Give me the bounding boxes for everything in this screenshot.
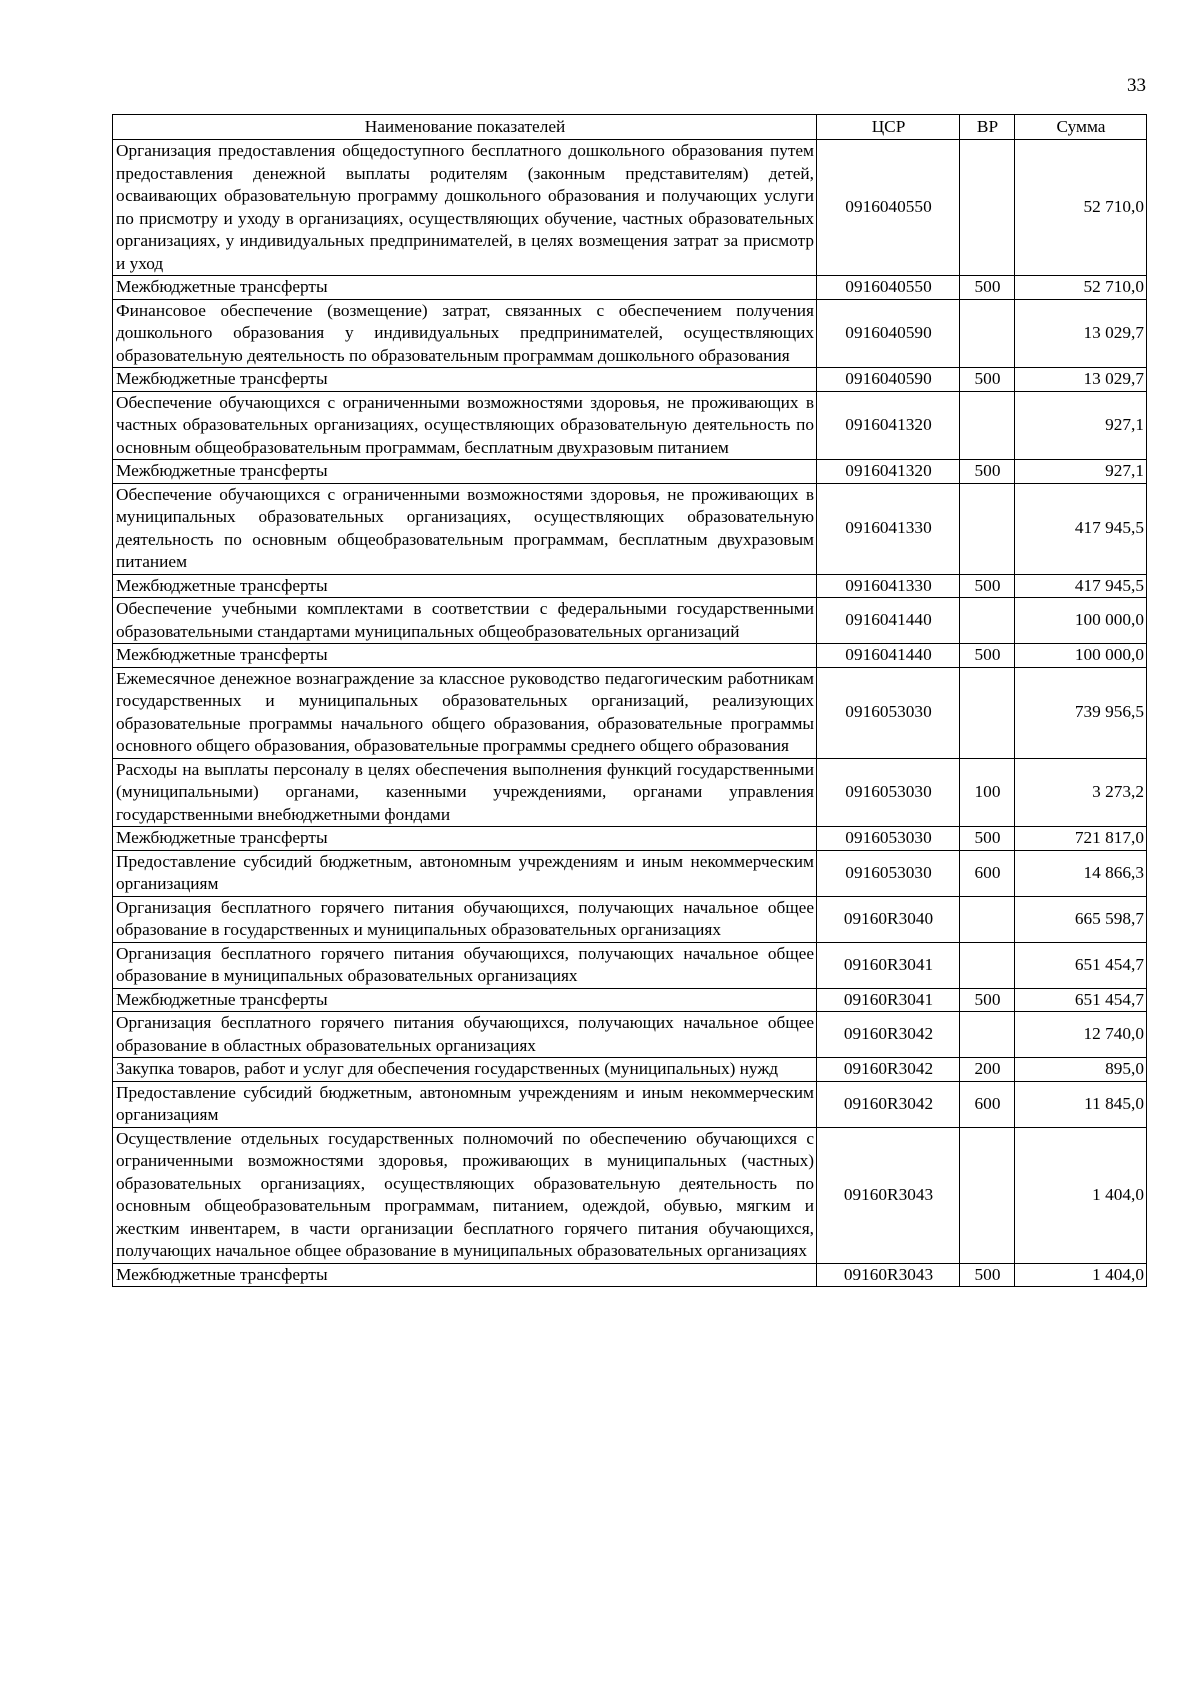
- cell-csr: 09160R3042: [817, 1058, 960, 1082]
- cell-sum: 927,1: [1015, 460, 1147, 484]
- cell-csr: 0916041440: [817, 598, 960, 644]
- cell-csr: 0916041320: [817, 391, 960, 460]
- cell-vr: 500: [960, 827, 1015, 851]
- table-row: [113, 1058, 1147, 1082]
- cell-csr: 09160R3042: [817, 1081, 960, 1127]
- cell-sum: 1 404,0: [1015, 1127, 1147, 1263]
- cell-sum: 100 000,0: [1015, 598, 1147, 644]
- table-row: [113, 574, 1147, 598]
- cell-vr: 500: [960, 368, 1015, 392]
- table-row: [113, 1263, 1147, 1287]
- cell-sum: 1 404,0: [1015, 1263, 1147, 1287]
- cell-csr: 09160R3043: [817, 1127, 960, 1263]
- table-row: [113, 850, 1147, 896]
- cell-name: Обеспечение учебными комплектами в соответствии с федеральными государственными образовательными стандартами муниципальных общеобразовательных организаций: [113, 598, 817, 644]
- cell-name: Межбюджетные трансферты: [113, 1263, 817, 1287]
- cell-vr: 500: [960, 460, 1015, 484]
- table-row: [113, 667, 1147, 758]
- table-row: [113, 276, 1147, 300]
- cell-sum: 895,0: [1015, 1058, 1147, 1082]
- cell-csr: 09160R3043: [817, 1263, 960, 1287]
- cell-vr: [960, 942, 1015, 988]
- table-row: [113, 1127, 1147, 1263]
- cell-vr: 100: [960, 758, 1015, 827]
- cell-vr: [960, 667, 1015, 758]
- cell-sum: 100 000,0: [1015, 644, 1147, 668]
- header-sum: Сумма: [1015, 115, 1147, 140]
- cell-sum: 12 740,0: [1015, 1012, 1147, 1058]
- cell-name: Межбюджетные трансферты: [113, 276, 817, 300]
- cell-name: Организация бесплатного горячего питания обучающихся, получающих начальное общее образование в областных образовательных организациях: [113, 1012, 817, 1058]
- cell-name: Предоставление субсидий бюджетным, автономным учреждениям и иным некоммерческим организациям: [113, 1081, 817, 1127]
- table-header-row: [113, 115, 1147, 140]
- cell-csr: 0916041330: [817, 483, 960, 574]
- cell-vr: [960, 598, 1015, 644]
- cell-name: Межбюджетные трансферты: [113, 988, 817, 1012]
- cell-sum: 927,1: [1015, 391, 1147, 460]
- cell-name: Обеспечение обучающихся с ограниченными возможностями здоровья, не проживающих в муниципальных образовательных организациях, осуществляющих образовательную деятельность по основным общеобразовательным программам, бесплатным двухразовым питанием: [113, 483, 817, 574]
- cell-csr: 0916041320: [817, 460, 960, 484]
- cell-csr: 0916041330: [817, 574, 960, 598]
- cell-sum: 651 454,7: [1015, 942, 1147, 988]
- cell-name: Организация предоставления общедоступного бесплатного дошкольного образования путем предоставления денежной выплаты родителям (законным представителям) детей, осваивающих образовательную программу дошкольного образования и получающих услуги по присмотру и уходу в организациях, осуществляющих обучение, частных образовательных организациях, у индивидуальных предпринимателей, в целях возмещения затрат за присмотр и уход: [113, 140, 817, 276]
- header-vr: ВР: [960, 115, 1015, 140]
- cell-vr: 500: [960, 276, 1015, 300]
- cell-name: Обеспечение обучающихся с ограниченными возможностями здоровья, не проживающих в частных образовательных организациях, осуществляющих образовательную деятельность по основным общеобразовательным программам, бесплатным двухразовым питанием: [113, 391, 817, 460]
- cell-vr: [960, 1012, 1015, 1058]
- table-row: [113, 460, 1147, 484]
- cell-csr: 09160R3042: [817, 1012, 960, 1058]
- cell-name: Организация бесплатного горячего питания обучающихся, получающих начальное общее образование в государственных и муниципальных образовательных организациях: [113, 896, 817, 942]
- cell-sum: 417 945,5: [1015, 574, 1147, 598]
- cell-name: Межбюджетные трансферты: [113, 460, 817, 484]
- cell-sum: 52 710,0: [1015, 140, 1147, 276]
- table-row: [113, 391, 1147, 460]
- cell-sum: 417 945,5: [1015, 483, 1147, 574]
- cell-csr: 0916053030: [817, 758, 960, 827]
- cell-name: Межбюджетные трансферты: [113, 644, 817, 668]
- cell-name: Межбюджетные трансферты: [113, 827, 817, 851]
- header-name: Наименование показателей: [113, 115, 817, 140]
- cell-name: Ежемесячное денежное вознаграждение за классное руководство педагогическим работникам государственных и муниципальных образовательных организаций, реализующих образовательные программы начального общего образования, образовательные программы основного общего образования, образовательные программы среднего общего образования: [113, 667, 817, 758]
- cell-csr: 0916053030: [817, 667, 960, 758]
- cell-csr: 0916040550: [817, 276, 960, 300]
- table-row: [113, 299, 1147, 368]
- cell-name: Расходы на выплаты персоналу в целях обеспечения выполнения функций государственными (муниципальными) органами, казенными учреждениями, органами управления государственными внебюджетными фондами: [113, 758, 817, 827]
- table-row: [113, 368, 1147, 392]
- cell-vr: [960, 483, 1015, 574]
- table-row: [113, 1081, 1147, 1127]
- cell-vr: 500: [960, 574, 1015, 598]
- table-row: [113, 644, 1147, 668]
- cell-sum: 13 029,7: [1015, 368, 1147, 392]
- cell-vr: [960, 1127, 1015, 1263]
- page-number: 33: [1127, 75, 1146, 96]
- cell-sum: 739 956,5: [1015, 667, 1147, 758]
- cell-name: Осуществление отдельных государственных полномочий по обеспечению обучающихся с ограниченными возможностями здоровья, проживающих в муниципальных (частных) образовательных организациях, осуществляющих образовательную деятельность по основным общеобразовательным программам, питанием, одеждой, обувью, мягким и жестким инвентарем, в части организации бесплатного горячего питания обучающихся, получающих начальное общее образование в муниципальных образовательных организациях: [113, 1127, 817, 1263]
- table-row: [113, 942, 1147, 988]
- cell-vr: 600: [960, 1081, 1015, 1127]
- cell-sum: 14 866,3: [1015, 850, 1147, 896]
- table-row: [113, 827, 1147, 851]
- cell-name: Организация бесплатного горячего питания обучающихся, получающих начальное общее образование в муниципальных образовательных организациях: [113, 942, 817, 988]
- cell-vr: [960, 391, 1015, 460]
- table-body: [113, 140, 1147, 1287]
- budget-table: [112, 114, 1147, 1287]
- table-row: [113, 483, 1147, 574]
- cell-csr: 0916041440: [817, 644, 960, 668]
- cell-csr: 0916053030: [817, 827, 960, 851]
- cell-csr: 09160R3041: [817, 942, 960, 988]
- cell-name: Межбюджетные трансферты: [113, 368, 817, 392]
- cell-csr: 0916040550: [817, 140, 960, 276]
- cell-vr: [960, 896, 1015, 942]
- cell-csr: 09160R3040: [817, 896, 960, 942]
- cell-sum: 3 273,2: [1015, 758, 1147, 827]
- table-row: [113, 1012, 1147, 1058]
- cell-csr: 0916053030: [817, 850, 960, 896]
- cell-vr: [960, 140, 1015, 276]
- cell-name: Закупка товаров, работ и услуг для обеспечения государственных (муниципальных) нужд: [113, 1058, 817, 1082]
- cell-sum: 52 710,0: [1015, 276, 1147, 300]
- table-row: [113, 896, 1147, 942]
- cell-vr: [960, 299, 1015, 368]
- cell-vr: 600: [960, 850, 1015, 896]
- cell-vr: 500: [960, 1263, 1015, 1287]
- cell-csr: 09160R3041: [817, 988, 960, 1012]
- cell-name: Предоставление субсидий бюджетным, автономным учреждениям и иным некоммерческим организациям: [113, 850, 817, 896]
- cell-vr: 200: [960, 1058, 1015, 1082]
- cell-sum: 721 817,0: [1015, 827, 1147, 851]
- cell-csr: 0916040590: [817, 299, 960, 368]
- cell-sum: 665 598,7: [1015, 896, 1147, 942]
- table-row: [113, 140, 1147, 276]
- table-row: [113, 988, 1147, 1012]
- cell-csr: 0916040590: [817, 368, 960, 392]
- table-row: [113, 598, 1147, 644]
- cell-vr: 500: [960, 644, 1015, 668]
- cell-vr: 500: [960, 988, 1015, 1012]
- table-row: [113, 758, 1147, 827]
- cell-name: Финансовое обеспечение (возмещение) затрат, связанных с обеспечением получения дошкольного образования у индивидуальных предпринимателей, осуществляющих образовательную деятельность по образовательным программам дошкольного образования: [113, 299, 817, 368]
- cell-name: Межбюджетные трансферты: [113, 574, 817, 598]
- cell-sum: 11 845,0: [1015, 1081, 1147, 1127]
- cell-sum: 651 454,7: [1015, 988, 1147, 1012]
- header-csr: ЦСР: [817, 115, 960, 140]
- cell-sum: 13 029,7: [1015, 299, 1147, 368]
